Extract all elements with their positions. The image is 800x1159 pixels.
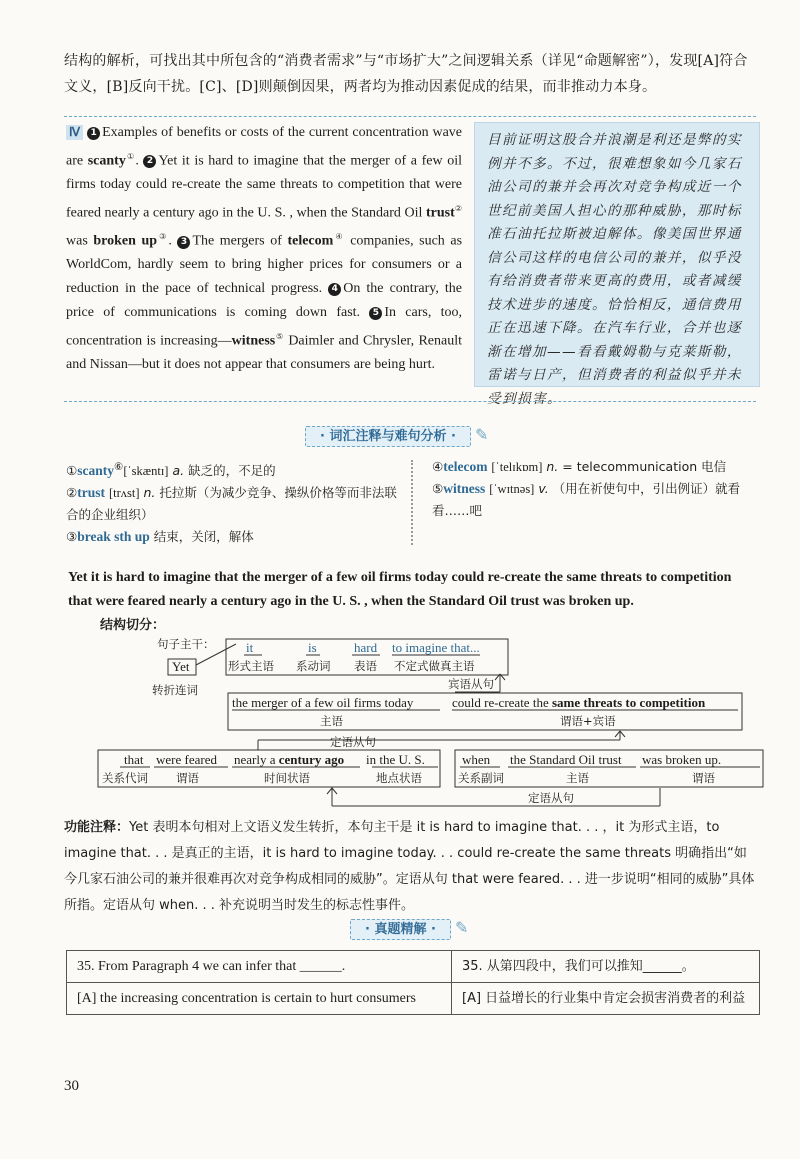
- role-it: 形式主语: [228, 659, 274, 673]
- role-that: 关系代词: [102, 771, 148, 785]
- role-imagine: 不定式做真主语: [394, 659, 475, 673]
- function-note: [64, 815, 756, 919]
- word-imagine: to imagine that...: [392, 640, 480, 655]
- sentence-number-icon: 2: [143, 155, 156, 168]
- paragraph-marker: Ⅳ: [66, 125, 83, 140]
- vocab-item: ⑤witness [ˈwɪtnəs] v. （用在祈使句中，引出例证）就看看……吧: [432, 481, 741, 518]
- exam-section-banner: [350, 918, 468, 937]
- word-standard-oil: the Standard Oil trust: [510, 752, 622, 767]
- table-row: [67, 983, 760, 1015]
- sentence-number-icon: 5: [369, 307, 382, 320]
- section-divider: [64, 401, 756, 402]
- question-table: [66, 950, 760, 1015]
- sentence-structure-diagram: [0, 630, 800, 820]
- word-hard: hard: [354, 640, 378, 655]
- keyword: witness: [231, 333, 276, 349]
- role-nearly: 时间状语: [264, 771, 310, 785]
- page-number: 30: [64, 1078, 79, 1094]
- vocab-item: ②trust [trʌst] n. 托拉斯（为减少竞争、操纵价格等而非法联合的企业组织）: [66, 485, 397, 523]
- role-is: 系动词: [296, 659, 331, 673]
- role-subject: 主语: [320, 714, 343, 728]
- pen-icon: ✎: [454, 918, 469, 937]
- sentence-number-icon: 1: [87, 127, 100, 140]
- question-stem-zh: 35. 从第四段中，我们可以推知______。: [452, 951, 760, 983]
- exam-banner-title: · 真题精解 ·: [350, 919, 451, 940]
- role-us: 地点状语: [376, 771, 422, 785]
- word-yet: Yet: [172, 659, 190, 674]
- word-that: that: [124, 752, 144, 767]
- vocab-item: ④telecom [ˈtelɪkɒm] n. = telecommunication 电信: [432, 459, 727, 474]
- word-nearly: nearly a century ago: [234, 752, 345, 767]
- word-when: when: [462, 752, 491, 767]
- english-paragraph: Ⅳ 1 Examples of benefits or costs of the current concentration wave are scanty①. 2 Yet it is hard to imagine that the merger of a few oil firms today could re-create the same threats to competition that were feared nearly a century ago in the U. S. , when the Standard Oil trust② was broken up③. 3 The mergers of telecom④ companies, such as WorldCom, hardly seem to bring higher prices for consumers or a reduction in the pace of technical progress. 4 On the contrary, the price of communications is coming down fast. 5 In cars, too, concentration is increasing—witness⑤ Daimler and Chrysler, Renault and Nissan—but it does not appear that consumers are being hurt.: [66, 125, 463, 372]
- sentence-number-icon: 3: [177, 236, 190, 249]
- section-divider: [64, 116, 756, 117]
- word-it: it: [246, 640, 254, 655]
- attributive-clause-label-2: 定语从句: [528, 791, 574, 805]
- word-broken: was broken up.: [642, 752, 722, 767]
- column-divider: [411, 460, 419, 545]
- table-row: [67, 951, 760, 983]
- vocab-list-right: [432, 456, 762, 522]
- role-yet: 转折连词: [152, 683, 198, 697]
- vocab-list-left: [66, 456, 406, 548]
- function-note-text: Yet 表明本句相对上文语义发生转折，本句主干是 it is hard to imagine that. . . ，it 为形式主语，to imagine that. . . 是真正的主语，it is hard to imagine today. . . could re-create the same threats 明确指出“如今几家石油公司的兼并很难再次对竞争构成相同的威胁”。定语从句 that were feared. . . 进一步说明“相同的威胁”具体所指。定语从句 when. . . 补充说明当时发生的标志性事件。: [64, 820, 755, 913]
- object-clause-label: 宾语从句: [448, 677, 494, 691]
- structure-label: 结构切分：: [100, 618, 166, 633]
- vocab-banner-title: · 词汇注释与难句分析 ·: [305, 426, 471, 447]
- role-feared: 谓语: [176, 771, 199, 785]
- chinese-translation: 目前证明这股合并浪潮是利还是弊的实例并不多。不过，很难想象如今几家石油公司的兼并会再次对竞争构成近一个世纪前美国人担心的那种威胁，那时标准石油托拉斯被迫解体。像美国世界通信公司这样的电信公司的兼并，似乎没有给消费者带来更高的费用，或者减缓技术进步的速度。恰恰相反，通信费用正在迅速下降。在汽车行业，合并也逐渐在增加——看看戴姆勒与克莱斯勒，雷诺与日产，但消费者的利益似乎并未受到损害。: [474, 122, 760, 387]
- word-is: is: [308, 640, 317, 655]
- vocab-item: ①scanty⑥[ˈskæntɪ] a. 缺乏的，不足的: [66, 461, 276, 479]
- function-note-label: 功能注释：: [64, 820, 130, 835]
- option-a-en: [A] the increasing concentration is certain to hurt consumers: [67, 983, 452, 1015]
- pen-icon: ✎: [474, 425, 489, 444]
- role-standard-oil: 主语: [566, 771, 589, 785]
- word-predicate: could re-create the same threats to competition: [452, 695, 706, 710]
- role-hard: 表语: [354, 659, 377, 673]
- option-a-zh: [A] 日益增长的行业集中肯定会损害消费者的利益: [452, 983, 760, 1015]
- attributive-clause-label-1: 定语从句: [330, 735, 376, 749]
- vocab-item: ③break sth up 结束，关闭，解体: [66, 529, 254, 545]
- difficult-sentence: Yet it is hard to imagine that the merger of a few oil firms today could re-create the same threats to competition that were feared nearly a century ago in the U. S. , when the Standard Oil trust was broken up.: [68, 570, 732, 609]
- role-when: 关系副词: [458, 771, 504, 785]
- keyword: broken up: [93, 233, 158, 249]
- keyword: trust: [425, 205, 455, 221]
- word-subject: the merger of a few oil firms today: [232, 695, 414, 710]
- vocab-section-banner: [305, 425, 488, 444]
- intro-paragraph: 结构的解析，可找出其中所包含的“消费者需求”与“市场扩大”之间逻辑关系（详见“命题解密”），发现[A]符合文义，[B]反向干扰。[C]、[D]则颠倒因果，两者均为推动因素促成的结果，而非推动力本身。: [64, 53, 748, 95]
- keyword: scanty: [87, 153, 126, 169]
- sentence-number-icon: 4: [328, 283, 341, 296]
- word-us: in the U. S.: [366, 752, 425, 767]
- question-stem-en: 35. From Paragraph 4 we can infer that ______.: [67, 951, 452, 983]
- word-feared: were feared: [156, 752, 217, 767]
- role-predicate: 谓语+宾语: [560, 714, 616, 728]
- keyword: telecom: [287, 233, 334, 249]
- main-clause-label: 句子主干：: [157, 637, 215, 651]
- role-broken: 谓语: [692, 771, 715, 785]
